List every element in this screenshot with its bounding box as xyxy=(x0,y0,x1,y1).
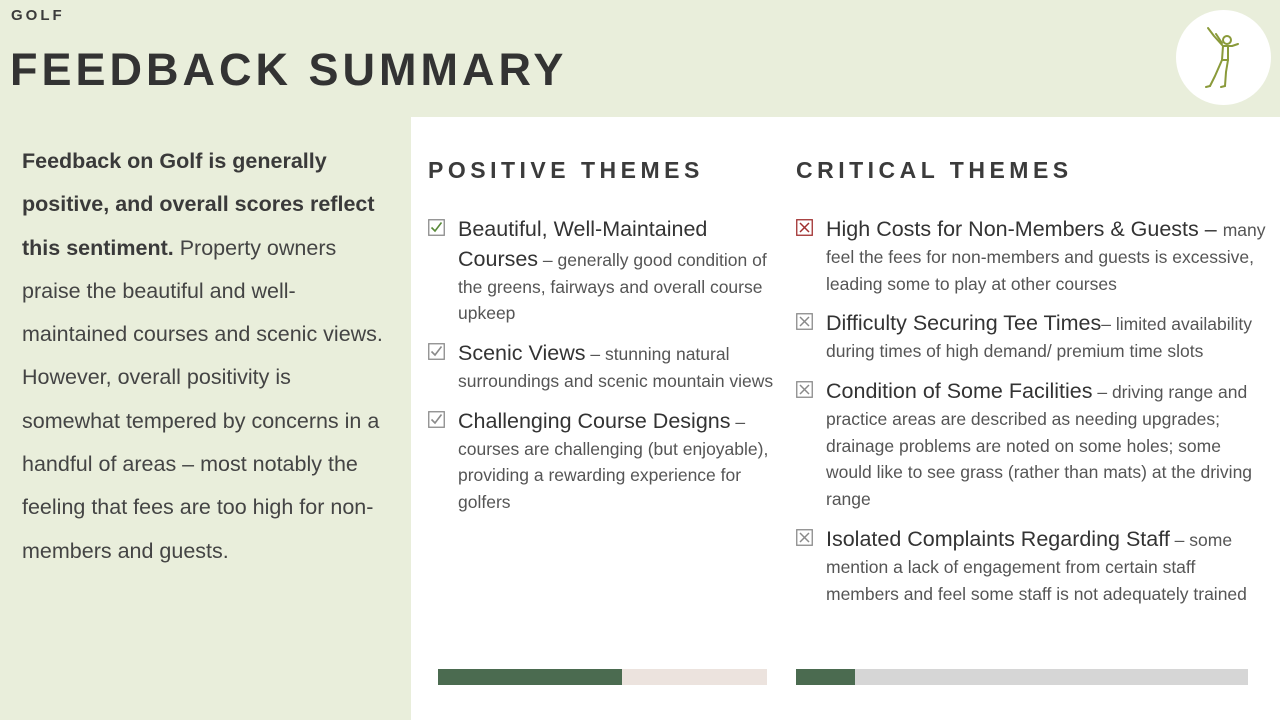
critical-theme-title: High Costs for Non-Members & Guests xyxy=(826,217,1199,241)
critical-theme-title: Difficulty Securing Tee Times xyxy=(826,311,1102,336)
critical-theme-desc: many feel the fees for non-members and guests is excessive, leading some to play at other courses xyxy=(826,220,1266,294)
positive-theme-title: Scenic Views xyxy=(458,341,586,366)
critical-share-bar xyxy=(796,669,1248,685)
positive-share-fill xyxy=(438,669,622,685)
positive-theme-desc: courses are challenging (but enjoyable), providing a rewarding experience for golfers xyxy=(458,438,769,513)
positive-theme-title: Challenging Course Designs xyxy=(458,408,731,433)
positive-share-bar xyxy=(438,669,767,685)
positive-theme-title: Beautiful, Well-Maintained Courses xyxy=(458,217,708,271)
theme-separator: – xyxy=(585,344,605,365)
summary-lead: Feedback on Golf is generally positive, and overall scores reflect this sentiment. xyxy=(22,149,375,260)
positive-theme-desc: generally good condition of the greens, fairways and overall course upkeep xyxy=(458,249,767,324)
golfer-swing-icon xyxy=(1176,10,1271,105)
critical-theme-title: Isolated Complaints Regarding Staff xyxy=(826,526,1170,551)
theme-separator: – xyxy=(1101,314,1116,335)
checkbox-check-icon xyxy=(428,219,445,236)
summary-paragraph xyxy=(22,140,392,573)
section-kicker: GOLF xyxy=(11,7,65,24)
critical-theme-item xyxy=(796,377,1266,514)
critical-share-fill xyxy=(796,669,855,685)
positive-theme-item xyxy=(428,339,788,396)
themes-panel xyxy=(411,117,1280,720)
critical-theme-item xyxy=(796,309,1266,366)
checkbox-x-icon xyxy=(796,529,813,546)
critical-theme-item xyxy=(796,525,1266,608)
positive-theme-item xyxy=(428,407,788,517)
positive-theme-desc: stunning natural surroundings and scenic mountain views xyxy=(458,344,774,391)
checkbox-x-red-icon xyxy=(796,219,813,236)
page-title: FEEDBACK SUMMARY xyxy=(10,44,568,95)
checkbox-check-icon xyxy=(428,411,445,428)
critical-themes-heading: CRITICAL THEMES xyxy=(796,157,1073,183)
checkbox-x-icon xyxy=(796,381,813,398)
theme-separator: – xyxy=(538,249,558,270)
theme-separator: – xyxy=(1169,529,1190,550)
positive-theme-item xyxy=(428,215,788,328)
theme-separator: – xyxy=(730,411,746,432)
positive-themes-heading: POSITIVE THEMES xyxy=(428,157,704,183)
theme-separator: – xyxy=(1198,217,1223,241)
critical-theme-desc: driving range and practice areas are described as needing upgrades; drainage problems are noted on some holes; some would like to see grass (rather than mats) at the driving range xyxy=(826,381,1253,510)
critical-theme-item xyxy=(796,215,1266,298)
critical-theme-desc: some mention a lack of engagement from certain staff members and feel some staff is not adequately trained xyxy=(826,529,1247,604)
theme-separator: – xyxy=(1092,381,1112,402)
checkbox-x-icon xyxy=(796,313,813,330)
summary-body: Property owners praise the beautiful and well-maintained courses and scenic views. However, overall positivity is somewhat tempered by concerns in a handful of areas – most notably the feeling that fees are too high for non-members and guests. xyxy=(22,235,383,563)
critical-theme-desc: limited availability during times of high demand/ premium time slots xyxy=(826,314,1253,362)
critical-theme-title: Condition of Some Facilities xyxy=(826,378,1093,403)
checkbox-check-icon xyxy=(428,343,445,360)
logo-badge xyxy=(1176,10,1271,105)
